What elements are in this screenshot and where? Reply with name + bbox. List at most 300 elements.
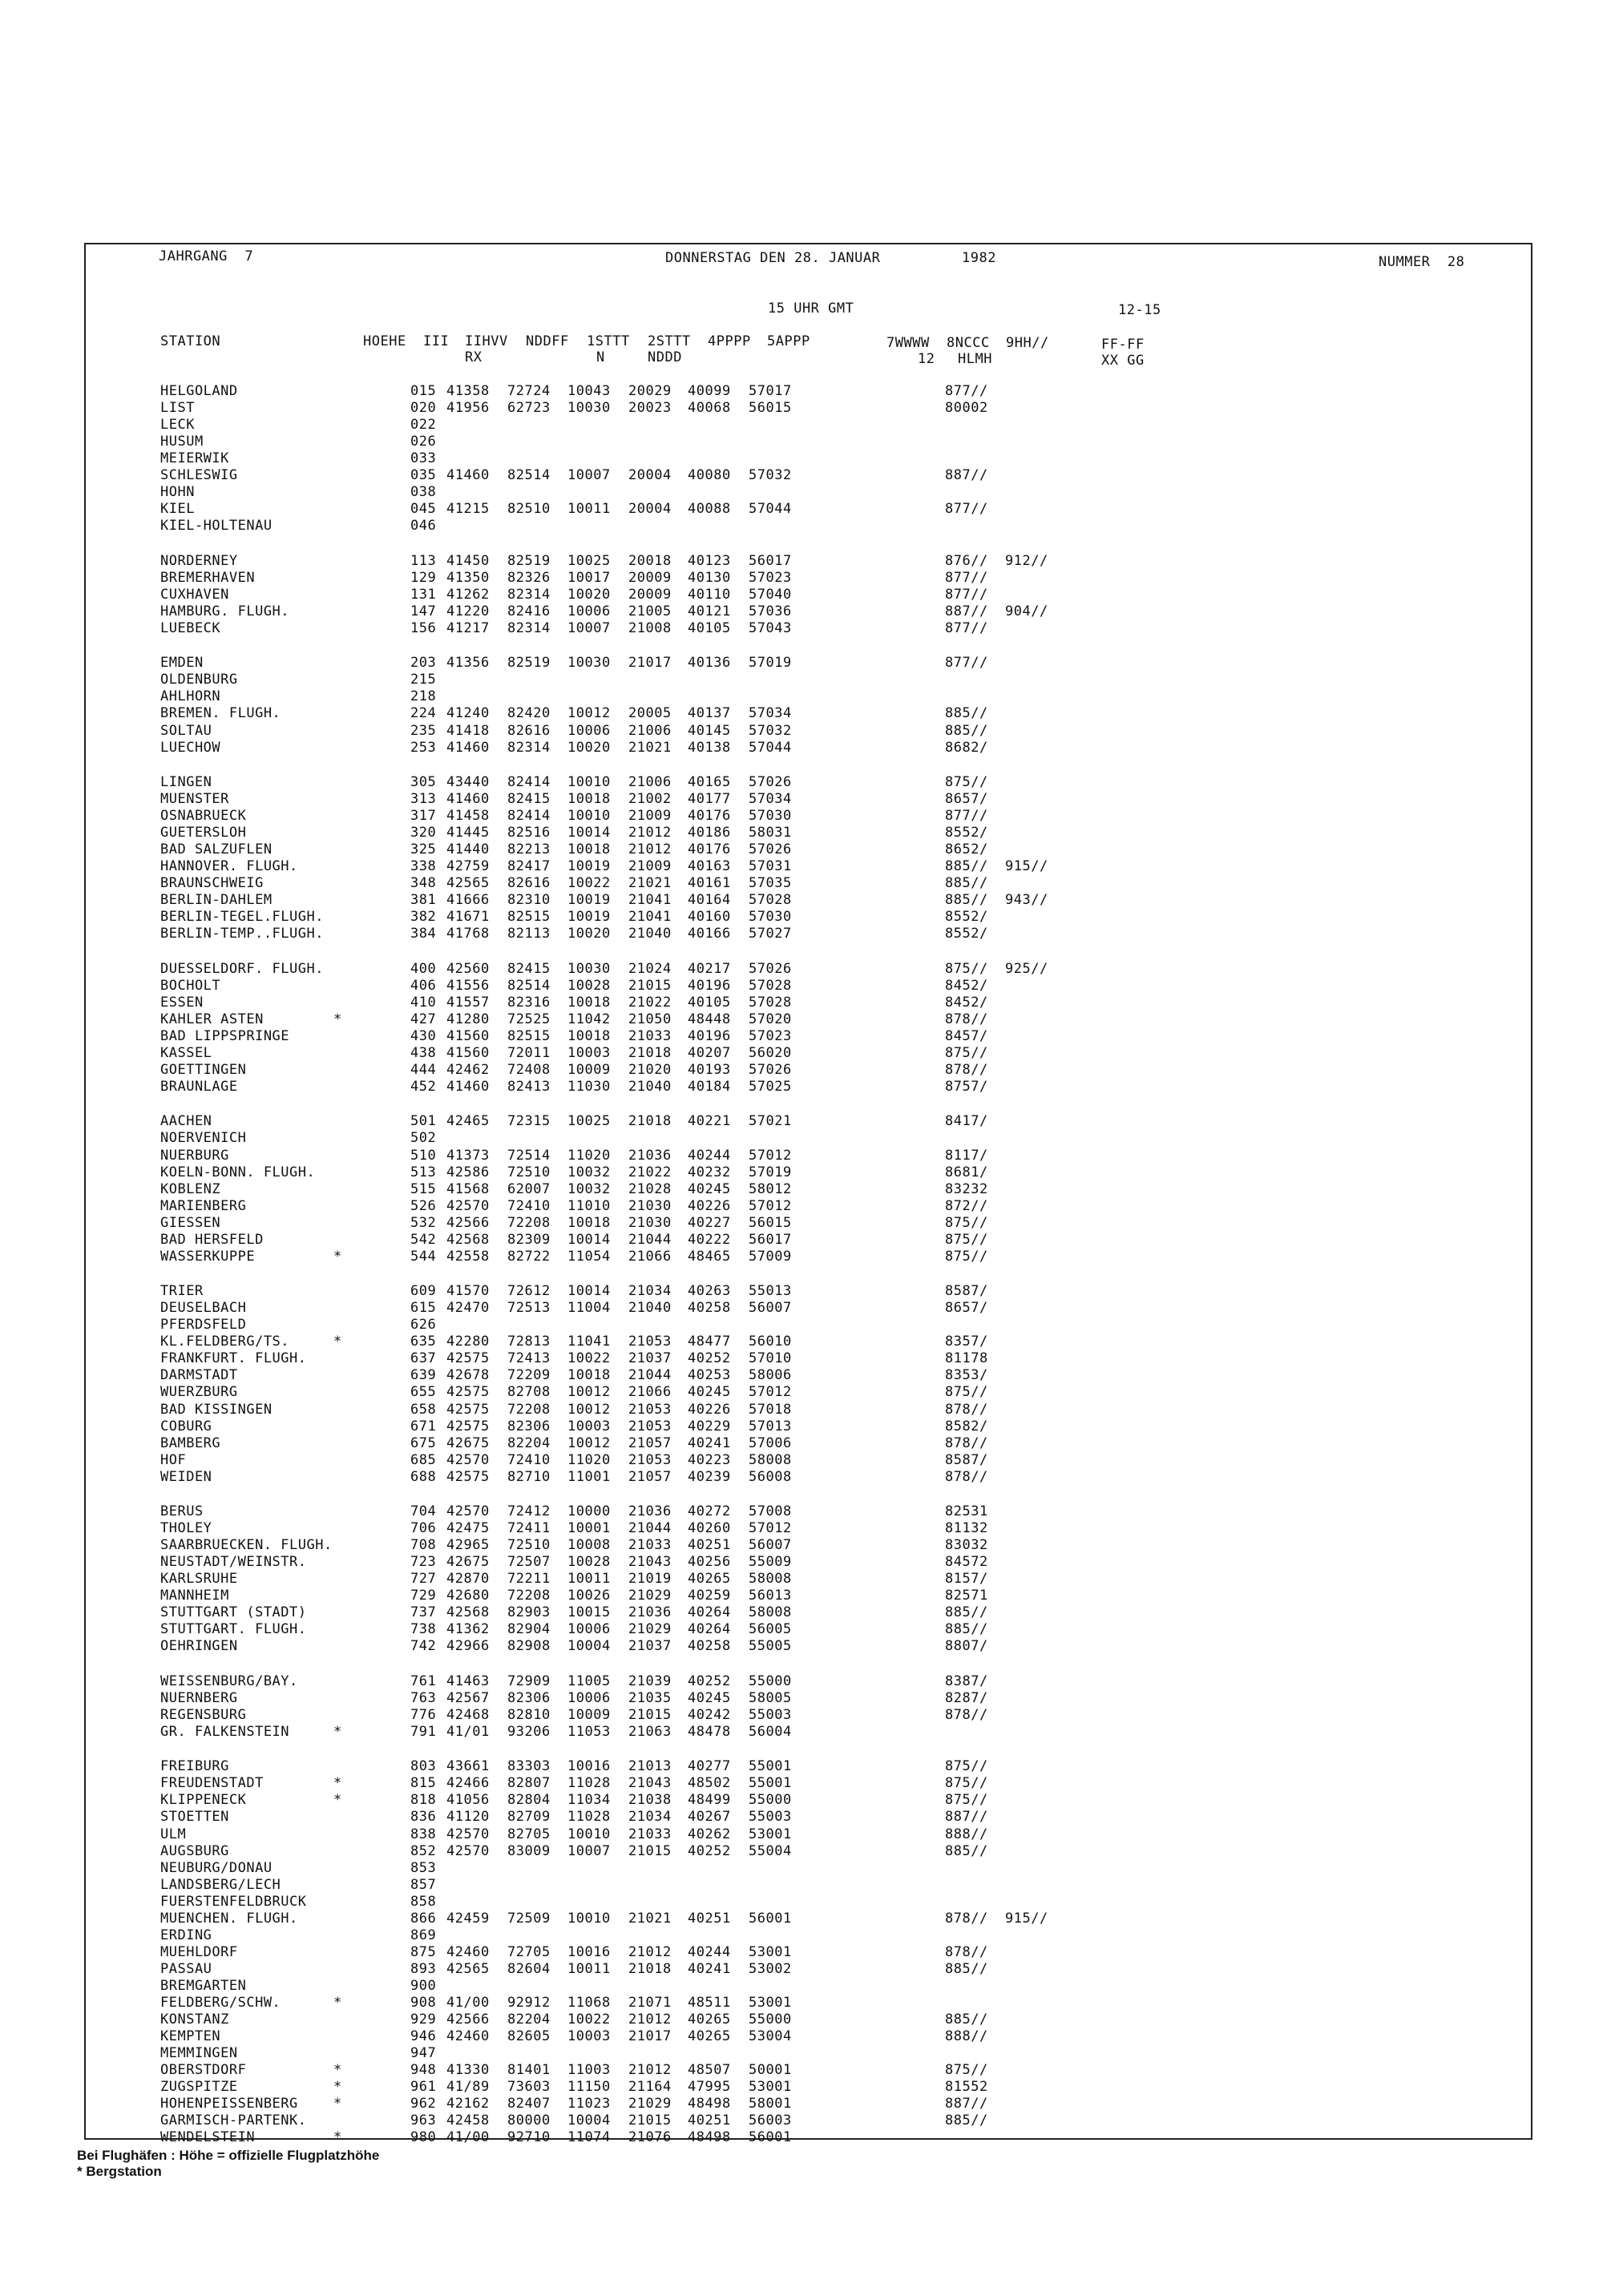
cell-name: ESSEN: [160, 994, 204, 1011]
cell-iii: 253: [410, 739, 437, 756]
cell-name: STOETTEN: [160, 1809, 229, 1826]
cell-p4: 40242: [688, 1706, 731, 1723]
cell-nddff: 81401: [507, 2062, 551, 2079]
cell-p4: 40263: [688, 1283, 731, 1300]
cell-nddff: 92912: [507, 1995, 551, 2011]
cell-a5: 58012: [749, 1180, 792, 1197]
cell-a5: 58006: [749, 1367, 792, 1384]
cell-ihvv: 41240: [446, 705, 490, 722]
cell-mark: *: [333, 1995, 342, 2011]
cell-p4: 40163: [688, 858, 731, 875]
cell-n8: 81178: [945, 1350, 988, 1367]
cell-a5: 57032: [749, 467, 792, 484]
cell-name: DARMSTADT: [160, 1367, 238, 1384]
cell-a5: 57026: [749, 1062, 792, 1078]
cell-a5: 57030: [749, 909, 792, 926]
cell-n8: 885//: [945, 892, 988, 909]
cell-nddff: 82804: [507, 1792, 551, 1809]
cell-n8: 878//: [945, 1062, 988, 1078]
cell-n8: 878//: [945, 1943, 988, 1960]
cell-a5: 56015: [749, 400, 792, 417]
cell-a5: 57028: [749, 977, 792, 994]
cell-p4: 40239: [688, 1468, 731, 1485]
cell-iii: 406: [410, 977, 437, 994]
cell-nddff: 80000: [507, 2112, 551, 2129]
cell-ihvv: 41/01: [446, 1723, 490, 1740]
cell-a5: 53001: [749, 1943, 792, 1960]
cell-a5: 57012: [749, 1384, 792, 1401]
cell-p4: 40068: [688, 400, 731, 417]
cell-n8: 8157/: [945, 1571, 988, 1588]
cell-name: HOF: [160, 1451, 187, 1468]
cell-ihvv: 41557: [446, 994, 490, 1011]
cell-nddff: 82605: [507, 2028, 551, 2045]
cell-s2: 21037: [628, 1638, 672, 1655]
cell-h9: 925//: [1005, 960, 1048, 977]
cell-name: HUSUM: [160, 434, 204, 450]
cell-nddff: 82314: [507, 619, 551, 636]
cell-nddff: 82616: [507, 722, 551, 739]
cell-name: BREMEN. FLUGH.: [160, 705, 281, 722]
cell-ihvv: 41/00: [446, 2129, 490, 2146]
cell-a5: 57028: [749, 994, 792, 1011]
cell-s2: 21053: [628, 1451, 672, 1468]
cell-n8: 878//: [945, 1401, 988, 1418]
cell-name: BOCHOLT: [160, 977, 221, 994]
cell-name: BRAUNLAGE: [160, 1079, 238, 1096]
cell-n8: 83032: [945, 1537, 988, 1554]
cell-mark: *: [333, 1011, 342, 1027]
cell-nddff: 72510: [507, 1164, 551, 1180]
cell-ihvv: 41560: [446, 1044, 490, 1061]
cell-name: BAMBERG: [160, 1434, 221, 1451]
cell-ihvv: 42162: [446, 2096, 490, 2112]
cell-n8: 885//: [945, 1621, 988, 1638]
cell-mark: *: [333, 2062, 342, 2079]
cell-ihvv: 41463: [446, 1673, 490, 1689]
cell-name: ZUGSPITZE: [160, 2079, 238, 2096]
cell-p4: 40252: [688, 1842, 731, 1859]
cell-s2: 21005: [628, 603, 672, 619]
cell-ihvv: 42462: [446, 1062, 490, 1078]
cell-mark: *: [333, 1792, 342, 1809]
cell-n8: 885//: [945, 1960, 988, 1977]
cell-p4: 40258: [688, 1638, 731, 1655]
cell-n8: 82531: [945, 1503, 988, 1520]
cell-iii: 317: [410, 808, 437, 824]
cell-nddff: 72612: [507, 1283, 551, 1300]
cell-ihvv: 41450: [446, 552, 490, 569]
cell-name: AHLHORN: [160, 688, 221, 705]
cell-iii: 410: [410, 994, 437, 1011]
cell-ihvv: 41460: [446, 739, 490, 756]
cell-s2: 21012: [628, 841, 672, 858]
cell-s2: 21015: [628, 1706, 672, 1723]
cell-nddff: 82415: [507, 790, 551, 807]
cell-s1: 10006: [567, 722, 611, 739]
cell-p4: 40251: [688, 1537, 731, 1554]
cell-s1: 10019: [567, 909, 611, 926]
cell-nddff: 83009: [507, 1842, 551, 1859]
col-hoehe: HOEHE: [363, 333, 406, 349]
cell-s2: 21036: [628, 1147, 672, 1164]
cell-ihvv: 42675: [446, 1554, 490, 1571]
cell-s1: 10020: [567, 586, 611, 603]
cell-s2: 21029: [628, 1621, 672, 1638]
cell-s2: 21041: [628, 892, 672, 909]
cell-iii: 452: [410, 1079, 437, 1096]
cell-name: GR. FALKENSTEIN: [160, 1723, 290, 1740]
cell-s2: 21015: [628, 977, 672, 994]
cell-name: BREMGARTEN: [160, 1977, 247, 1994]
cell-nddff: 82306: [507, 1689, 551, 1706]
cell-iii: 313: [410, 790, 437, 807]
cell-s2: 21044: [628, 1520, 672, 1537]
cell-iii: 015: [410, 383, 437, 399]
cell-ihvv: 42570: [446, 1842, 490, 1859]
cell-a5: 56007: [749, 1300, 792, 1317]
cell-name: BRAUNSCHWEIG: [160, 875, 264, 892]
cell-s2: 21012: [628, 1943, 672, 1960]
cell-nddff: 72705: [507, 1943, 551, 1960]
cell-s2: 20023: [628, 400, 672, 417]
cell-p4: 40217: [688, 960, 731, 977]
cell-a5: 55013: [749, 1283, 792, 1300]
cell-a5: 58005: [749, 1689, 792, 1706]
cell-s1: 10032: [567, 1180, 611, 1197]
cell-n8: 875//: [945, 1792, 988, 1809]
cell-iii: 761: [410, 1673, 437, 1689]
cell-a5: 55003: [749, 1706, 792, 1723]
cell-a5: 57012: [749, 1197, 792, 1214]
cell-nddff: 72410: [507, 1451, 551, 1468]
cell-nddff: 72209: [507, 1367, 551, 1384]
cell-n8: 82571: [945, 1588, 988, 1604]
cell-name: LANDSBERG/LECH: [160, 1876, 281, 1893]
cell-s1: 10022: [567, 875, 611, 892]
cell-mark: *: [333, 2079, 342, 2096]
cell-name: HOHN: [160, 484, 195, 501]
cell-s1: 10012: [567, 1384, 611, 1401]
cell-s2: 21040: [628, 1300, 672, 1317]
cell-s2: 21013: [628, 1758, 672, 1775]
cell-ihvv: 42558: [446, 1248, 490, 1265]
jahrgang-label: JAHRGANG 7: [159, 248, 254, 264]
cell-ihvv: 41280: [446, 1011, 490, 1027]
cell-n8: 875//: [945, 1384, 988, 1401]
footnote-airport: Bei Flughäfen : Höhe = offizielle Flugplatzhöhe: [77, 2148, 380, 2163]
cell-s1: 10012: [567, 705, 611, 722]
cell-nddff: 82414: [507, 808, 551, 824]
cell-iii: 022: [410, 417, 437, 434]
cell-name: MEIERWIK: [160, 450, 229, 467]
cell-name: DEUSELBACH: [160, 1300, 247, 1317]
cell-ihvv: 41556: [446, 977, 490, 994]
cell-s2: 21015: [628, 2112, 672, 2129]
cell-p4: 48499: [688, 1792, 731, 1809]
cell-s1: 10025: [567, 1113, 611, 1130]
cell-name: BERLIN-TEGEL.FLUGH.: [160, 909, 324, 926]
cell-nddff: 82519: [507, 655, 551, 672]
cell-a5: 55009: [749, 1554, 792, 1571]
cell-name: EMDEN: [160, 655, 204, 672]
cell-s1: 11020: [567, 1147, 611, 1164]
cell-s1: 10009: [567, 1062, 611, 1078]
cell-ihvv: 42568: [446, 1604, 490, 1621]
cell-p4: 40160: [688, 909, 731, 926]
cell-n8: 8552/: [945, 825, 988, 841]
cell-n8: 8357/: [945, 1334, 988, 1350]
cell-a5: 56015: [749, 1214, 792, 1231]
cell-ihvv: 41560: [446, 1027, 490, 1044]
cell-a5: 58008: [749, 1604, 792, 1621]
cell-n8: 875//: [945, 960, 988, 977]
cell-name: KARLSRUHE: [160, 1571, 238, 1588]
cell-n8: 8657/: [945, 790, 988, 807]
cell-s1: 10006: [567, 1621, 611, 1638]
cell-p4: 40226: [688, 1197, 731, 1214]
cell-nddff: 82113: [507, 926, 551, 942]
cell-s2: 21017: [628, 2028, 672, 2045]
cell-iii: 866: [410, 1910, 437, 1927]
cell-n8: 875//: [945, 1214, 988, 1231]
cell-name: MANNHEIM: [160, 1588, 229, 1604]
cell-iii: 658: [410, 1401, 437, 1418]
cell-a5: 56001: [749, 1910, 792, 1927]
cell-iii: 400: [410, 960, 437, 977]
cell-s2: 21018: [628, 1113, 672, 1130]
cell-a5: 53001: [749, 1826, 792, 1842]
cell-s1: 10004: [567, 2112, 611, 2129]
cell-name: GARMISCH-PARTENK.: [160, 2112, 307, 2129]
cell-s1: 11005: [567, 1673, 611, 1689]
cell-nddff: 82413: [507, 1079, 551, 1096]
cell-s2: 20004: [628, 501, 672, 518]
cell-name: MEMMINGEN: [160, 2045, 238, 2062]
cell-nddff: 82722: [507, 1248, 551, 1265]
cell-iii: 704: [410, 1503, 437, 1520]
cell-a5: 57030: [749, 808, 792, 824]
cell-nddff: 82810: [507, 1706, 551, 1723]
cell-s1: 10019: [567, 858, 611, 875]
cell-name: NORDERNEY: [160, 552, 238, 569]
cell-iii: 544: [410, 1248, 437, 1265]
cell-name: WUERZBURG: [160, 1384, 238, 1401]
cell-p4: 40080: [688, 467, 731, 484]
cell-name: KIEL-HOLTENAU: [160, 518, 273, 535]
cell-p4: 40264: [688, 1621, 731, 1638]
cell-n8: 876//: [945, 552, 988, 569]
cell-n8: 887//: [945, 2096, 988, 2112]
cell-s2: 21021: [628, 1910, 672, 1927]
cell-s1: 11068: [567, 1995, 611, 2011]
cell-nddff: 72208: [507, 1588, 551, 1604]
cell-s2: 21017: [628, 655, 672, 672]
cell-name: GIESSEN: [160, 1214, 221, 1231]
cell-ihvv: 42460: [446, 2028, 490, 2045]
cell-name: SAARBRUECKEN. FLUGH.: [160, 1537, 333, 1554]
cell-nddff: 82415: [507, 960, 551, 977]
cell-a5: 56013: [749, 1588, 792, 1604]
cell-n8: 81132: [945, 1520, 988, 1537]
cell-s1: 10007: [567, 467, 611, 484]
cell-s1: 11150: [567, 2079, 611, 2096]
cell-n8: 8681/: [945, 1164, 988, 1180]
cell-nddff: 82708: [507, 1384, 551, 1401]
cell-a5: 53004: [749, 2028, 792, 2045]
cell-p4: 40259: [688, 1588, 731, 1604]
cell-iii: 218: [410, 688, 437, 705]
cell-s2: 21037: [628, 1350, 672, 1367]
cell-ihvv: 42575: [446, 1384, 490, 1401]
cell-n8: 875//: [945, 773, 988, 790]
cell-ihvv: 42678: [446, 1367, 490, 1384]
cell-name: HAMBURG. FLUGH.: [160, 603, 290, 619]
cell-name: MUEHLDORF: [160, 1943, 238, 1960]
cell-ihvv: 42466: [446, 1775, 490, 1792]
cell-s2: 21033: [628, 1537, 672, 1554]
cell-a5: 57021: [749, 1113, 792, 1130]
cell-p4: 40099: [688, 383, 731, 399]
cell-name: WENDELSTEIN: [160, 2129, 256, 2146]
cell-n8: 885//: [945, 722, 988, 739]
cell-iii: 776: [410, 1706, 437, 1723]
cell-iii: 626: [410, 1317, 437, 1334]
cell-n8: 875//: [945, 1775, 988, 1792]
cell-h9: 915//: [1005, 858, 1048, 875]
cell-nddff: 82306: [507, 1418, 551, 1434]
cell-p4: 40193: [688, 1062, 731, 1078]
cell-a5: 56008: [749, 1468, 792, 1485]
cell-name: KOBLENZ: [160, 1180, 221, 1197]
cell-s1: 10018: [567, 994, 611, 1011]
cell-nddff: 92710: [507, 2129, 551, 2146]
cell-a5: 57028: [749, 892, 792, 909]
cell-ihvv: 41262: [446, 586, 490, 603]
cell-p4: 40251: [688, 2112, 731, 2129]
cell-s2: 21038: [628, 1792, 672, 1809]
cell-nddff: 72315: [507, 1113, 551, 1130]
cell-ihvv: 42568: [446, 1231, 490, 1248]
cell-iii: 900: [410, 1977, 437, 1994]
cell-n8: 878//: [945, 1910, 988, 1927]
cell-ihvv: 41956: [446, 400, 490, 417]
cell-iii: 852: [410, 1842, 437, 1859]
cell-n8: 885//: [945, 2112, 988, 2129]
cell-s1: 11020: [567, 1451, 611, 1468]
cell-s1: 11010: [567, 1197, 611, 1214]
cell-s2: 21018: [628, 1960, 672, 1977]
cell-n8: 8682/: [945, 739, 988, 756]
cell-name: LIST: [160, 400, 195, 417]
cell-nddff: 72813: [507, 1334, 551, 1350]
cell-s2: 20018: [628, 552, 672, 569]
cell-nddff: 72724: [507, 383, 551, 399]
cell-name: DUESSELDORF. FLUGH.: [160, 960, 324, 977]
cell-p4: 40165: [688, 773, 731, 790]
year-label: 1982: [962, 250, 996, 266]
cell-nddff: 72412: [507, 1503, 551, 1520]
cell-s1: 10006: [567, 1689, 611, 1706]
cell-nddff: 82326: [507, 569, 551, 586]
cell-h9: 915//: [1005, 1910, 1048, 1927]
cell-p4: 40177: [688, 790, 731, 807]
cell-name: REGENSBURG: [160, 1706, 247, 1723]
cell-n8: 877//: [945, 501, 988, 518]
cell-ihvv: 42475: [446, 1520, 490, 1537]
cell-name: ULM: [160, 1826, 187, 1842]
cell-ihvv: 42966: [446, 1638, 490, 1655]
cell-n8: 8417/: [945, 1113, 988, 1130]
cell-ihvv: 42575: [446, 1418, 490, 1434]
cell-iii: 738: [410, 1621, 437, 1638]
col-1sttt: 1STTT: [587, 333, 630, 349]
cell-n8: 84572: [945, 1554, 988, 1571]
cell-n8: 8582/: [945, 1418, 988, 1434]
cell-name: ERDING: [160, 1927, 212, 1943]
cell-a5: 57009: [749, 1248, 792, 1265]
cell-n8: 8117/: [945, 1147, 988, 1164]
cell-a5: 57026: [749, 960, 792, 977]
cell-s1: 11004: [567, 1300, 611, 1317]
cell-n8: 885//: [945, 1604, 988, 1621]
cell-iii: 763: [410, 1689, 437, 1706]
cell-a5: 58008: [749, 1451, 792, 1468]
cell-s2: 21029: [628, 2096, 672, 2112]
cell-p4: 40121: [688, 603, 731, 619]
cell-a5: 56003: [749, 2112, 792, 2129]
cell-h9: 904//: [1005, 603, 1048, 619]
cell-name: STUTTGART (STADT): [160, 1604, 307, 1621]
cell-s2: 21033: [628, 1826, 672, 1842]
cell-p4: 40105: [688, 994, 731, 1011]
cell-name: NUERBURG: [160, 1147, 229, 1164]
cell-p4: 40232: [688, 1164, 731, 1180]
cell-a5: 57026: [749, 773, 792, 790]
cell-s2: 21050: [628, 1011, 672, 1027]
cell-nddff: 82515: [507, 909, 551, 926]
cell-n8: 875//: [945, 1758, 988, 1775]
cell-p4: 40176: [688, 808, 731, 824]
cell-s1: 10015: [567, 1604, 611, 1621]
cell-iii: 875: [410, 1943, 437, 1960]
cell-n8: 8652/: [945, 841, 988, 858]
cell-iii: 129: [410, 569, 437, 586]
cell-a5: 57044: [749, 501, 792, 518]
col-ff: FF-FF: [1101, 337, 1145, 353]
cell-a5: 58008: [749, 1571, 792, 1588]
cell-s1: 10043: [567, 383, 611, 399]
cell-p4: 40145: [688, 722, 731, 739]
cell-nddff: 72011: [507, 1044, 551, 1061]
cell-iii: 147: [410, 603, 437, 619]
col-8nccc: 8NCCC: [947, 335, 990, 351]
cell-a5: 57020: [749, 1011, 792, 1027]
cell-s2: 21057: [628, 1434, 672, 1451]
time-range: 12-15: [1118, 302, 1161, 318]
cell-iii: 542: [410, 1231, 437, 1248]
cell-n8: 877//: [945, 808, 988, 824]
cell-iii: 235: [410, 722, 437, 739]
cell-iii: 305: [410, 773, 437, 790]
cell-s2: 21022: [628, 994, 672, 1011]
cell-p4: 40138: [688, 739, 731, 756]
cell-n8: 877//: [945, 569, 988, 586]
cell-s2: 21071: [628, 1995, 672, 2011]
cell-iii: 742: [410, 1638, 437, 1655]
cell-p4: 40277: [688, 1758, 731, 1775]
cell-a5: 56001: [749, 2129, 792, 2146]
